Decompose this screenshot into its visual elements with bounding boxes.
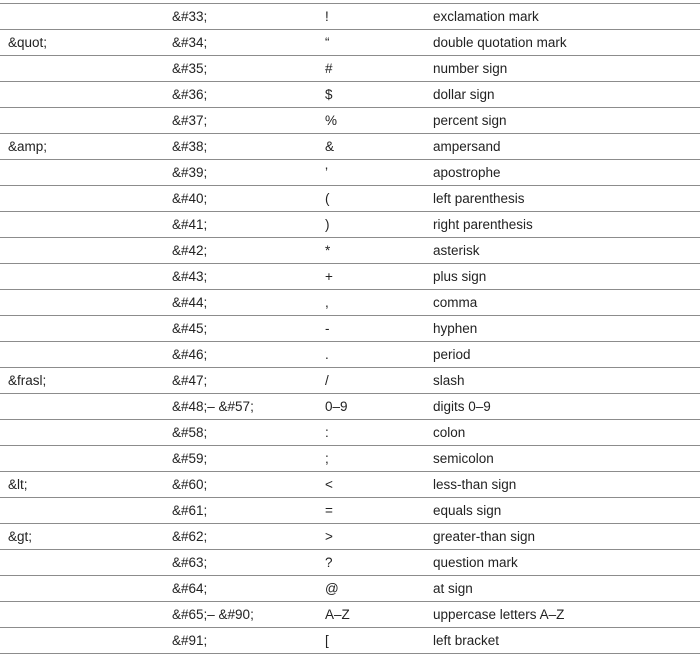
description-cell: left bracket [433, 628, 700, 654]
numeric-entity-cell: &#33; [172, 4, 325, 30]
numeric-entity-cell: &#39; [172, 160, 325, 186]
character-cell: [ [325, 628, 433, 654]
named-entity-cell [0, 108, 172, 134]
numeric-entity-cell: &#36; [172, 82, 325, 108]
numeric-entity-cell: &#58; [172, 420, 325, 446]
description-cell: hyphen [433, 316, 700, 342]
named-entity-cell [0, 238, 172, 264]
numeric-entity-cell: &#38; [172, 134, 325, 160]
character-cell: & [325, 134, 433, 160]
description-cell: slash [433, 368, 700, 394]
named-entity-cell [0, 576, 172, 602]
named-entity-cell: &gt; [0, 524, 172, 550]
description-cell: period [433, 342, 700, 368]
character-cell: $ [325, 82, 433, 108]
table-row [0, 368, 700, 394]
named-entity-cell [0, 186, 172, 212]
named-entity-cell [0, 264, 172, 290]
table-row [0, 30, 700, 56]
table-row [0, 446, 700, 472]
description-cell: comma [433, 290, 700, 316]
named-entity-cell [0, 4, 172, 30]
named-entity-cell [0, 628, 172, 654]
named-entity-cell [0, 394, 172, 420]
named-entity-cell: &quot; [0, 30, 172, 56]
character-cell: % [325, 108, 433, 134]
description-cell: greater-than sign [433, 524, 700, 550]
named-entity-cell [0, 342, 172, 368]
description-cell: semicolon [433, 446, 700, 472]
description-cell: colon [433, 420, 700, 446]
character-cell: ! [325, 4, 433, 30]
character-cell: ? [325, 550, 433, 576]
table-row [0, 108, 700, 134]
table-row [0, 212, 700, 238]
character-cell: @ [325, 576, 433, 602]
numeric-entity-cell: &#48;– &#57; [172, 394, 325, 420]
character-cell: ; [325, 446, 433, 472]
numeric-entity-cell: &#60; [172, 472, 325, 498]
named-entity-cell [0, 550, 172, 576]
description-cell: asterisk [433, 238, 700, 264]
numeric-entity-cell: &#45; [172, 316, 325, 342]
table-row [0, 186, 700, 212]
named-entity-cell: &amp; [0, 134, 172, 160]
character-cell: < [325, 472, 433, 498]
character-cell: . [325, 342, 433, 368]
table-row [0, 56, 700, 82]
numeric-entity-cell: &#35; [172, 56, 325, 82]
numeric-entity-cell: &#91; [172, 628, 325, 654]
character-cell: “ [325, 30, 433, 56]
description-cell: digits 0–9 [433, 394, 700, 420]
character-cell: ’ [325, 160, 433, 186]
character-entity-table [0, 3, 700, 654]
table-row [0, 628, 700, 654]
table-row [0, 290, 700, 316]
character-cell: 0–9 [325, 394, 433, 420]
description-cell: plus sign [433, 264, 700, 290]
numeric-entity-cell: &#34; [172, 30, 325, 56]
description-cell: exclamation mark [433, 4, 700, 30]
character-cell: # [325, 56, 433, 82]
character-cell: * [325, 238, 433, 264]
named-entity-cell [0, 290, 172, 316]
description-cell: at sign [433, 576, 700, 602]
character-cell: / [325, 368, 433, 394]
named-entity-cell: &frasl; [0, 368, 172, 394]
table-row [0, 472, 700, 498]
table-row [0, 498, 700, 524]
numeric-entity-cell: &#65;– &#90; [172, 602, 325, 628]
table-row [0, 238, 700, 264]
table-row [0, 264, 700, 290]
named-entity-cell [0, 212, 172, 238]
description-cell: number sign [433, 56, 700, 82]
numeric-entity-cell: &#42; [172, 238, 325, 264]
named-entity-cell [0, 56, 172, 82]
named-entity-cell [0, 82, 172, 108]
description-cell: apostrophe [433, 160, 700, 186]
character-cell: ) [325, 212, 433, 238]
table-row [0, 576, 700, 602]
character-cell: + [325, 264, 433, 290]
table-row [0, 82, 700, 108]
table-row [0, 602, 700, 628]
numeric-entity-cell: &#37; [172, 108, 325, 134]
character-cell: - [325, 316, 433, 342]
table-row [0, 316, 700, 342]
entity-table-body [0, 4, 700, 654]
table-row [0, 134, 700, 160]
description-cell: double quotation mark [433, 30, 700, 56]
character-cell: > [325, 524, 433, 550]
table-row [0, 420, 700, 446]
numeric-entity-cell: &#64; [172, 576, 325, 602]
numeric-entity-cell: &#63; [172, 550, 325, 576]
description-cell: question mark [433, 550, 700, 576]
character-cell: = [325, 498, 433, 524]
description-cell: right parenthesis [433, 212, 700, 238]
named-entity-cell [0, 160, 172, 186]
numeric-entity-cell: &#62; [172, 524, 325, 550]
description-cell: dollar sign [433, 82, 700, 108]
numeric-entity-cell: &#61; [172, 498, 325, 524]
description-cell: less-than sign [433, 472, 700, 498]
named-entity-cell [0, 498, 172, 524]
named-entity-cell [0, 420, 172, 446]
numeric-entity-cell: &#40; [172, 186, 325, 212]
description-cell: left parenthesis [433, 186, 700, 212]
table-row [0, 550, 700, 576]
named-entity-cell [0, 316, 172, 342]
numeric-entity-cell: &#47; [172, 368, 325, 394]
table-row [0, 524, 700, 550]
numeric-entity-cell: &#41; [172, 212, 325, 238]
character-cell: A–Z [325, 602, 433, 628]
character-cell: , [325, 290, 433, 316]
table-row [0, 160, 700, 186]
numeric-entity-cell: &#46; [172, 342, 325, 368]
description-cell: percent sign [433, 108, 700, 134]
character-cell: ( [325, 186, 433, 212]
character-cell: : [325, 420, 433, 446]
table-row [0, 342, 700, 368]
numeric-entity-cell: &#44; [172, 290, 325, 316]
table-row [0, 394, 700, 420]
numeric-entity-cell: &#43; [172, 264, 325, 290]
named-entity-cell [0, 602, 172, 628]
numeric-entity-cell: &#59; [172, 446, 325, 472]
description-cell: equals sign [433, 498, 700, 524]
description-cell: ampersand [433, 134, 700, 160]
named-entity-cell: &lt; [0, 472, 172, 498]
table-row [0, 4, 700, 30]
description-cell: uppercase letters A–Z [433, 602, 700, 628]
named-entity-cell [0, 446, 172, 472]
